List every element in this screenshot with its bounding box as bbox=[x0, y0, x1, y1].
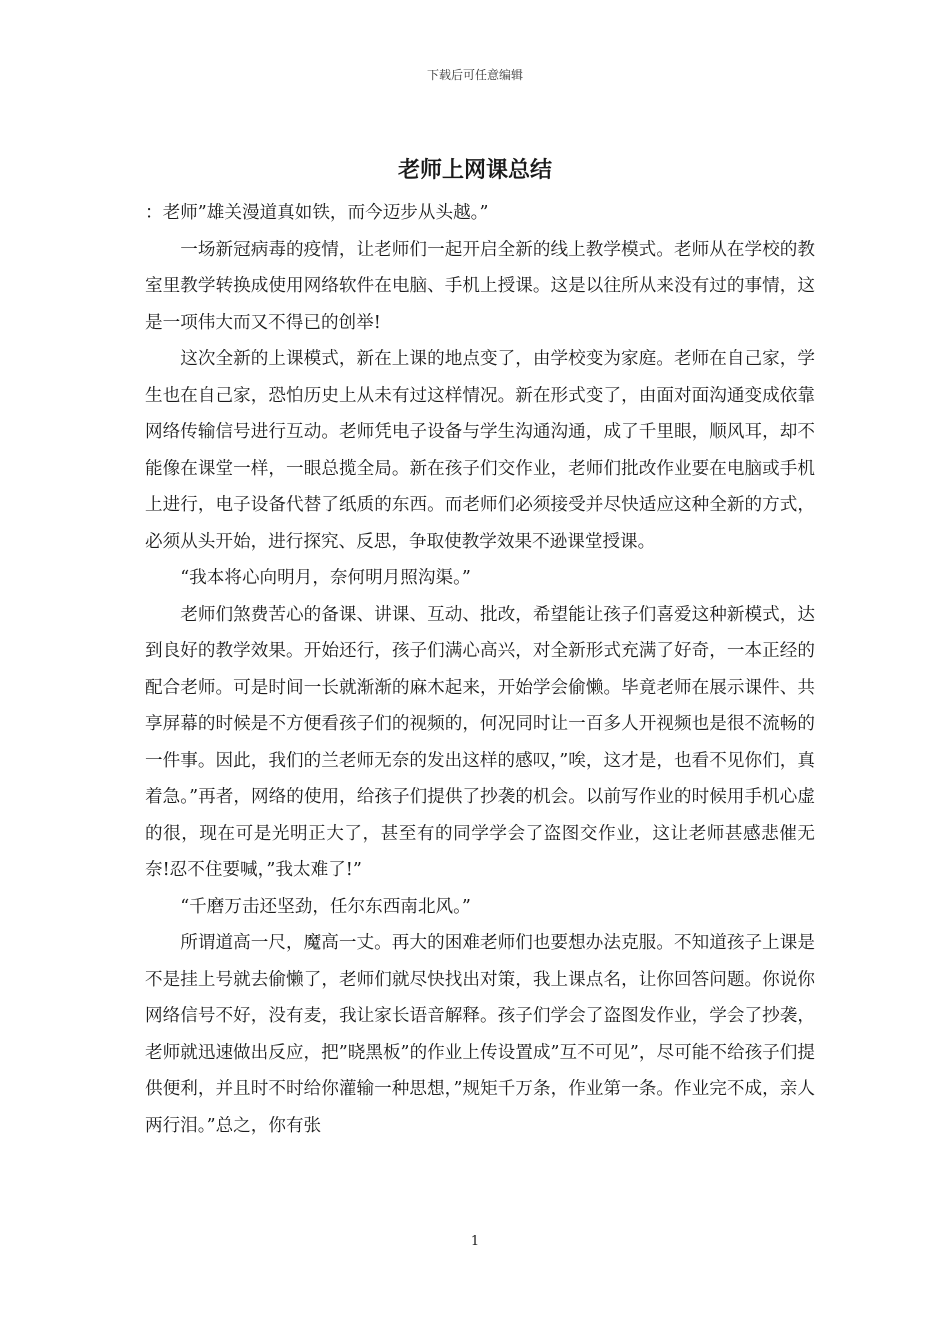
paragraph: 一场新冠病毒的疫情，让老师们一起开启全新的线上教学模式。老师从在学校的教室里教学转换成使用网络软件在电脑、手机上授课。这是以往所从来没有过的事情，这是一项伟大而又不得已的创举! bbox=[145, 239, 815, 333]
document-title: 老师上网课总结 bbox=[397, 157, 552, 183]
paragraph-quote: “千磨万击还坚劲，任尔东西南北风。” bbox=[180, 896, 471, 917]
paragraph: 所谓道高一尺，魔高一丈。再大的困难老师们也要想办法克服。不知道孩子上课是不是挂上号就去偷懒了，老师们就尽快找出对策，我上课点名，让你回答问题。你说你网络信号不好，没有麦，我让家长语音解释。孩子们学会了盗图发作业，学会了抄袭，老师就迅速做出反应，把”晓黑板”的作业上传设置成”互不可见”，尽可能不给孩子们提供便利，并且时不时给你灌输一种思想，”规矩千万条，作业第一条。作业完不成，亲人两行泪。”总之，你有张 bbox=[145, 933, 815, 1136]
document-body bbox=[145, 195, 815, 1144]
paragraph-quote: “我本将心向明月，奈何明月照沟渠。” bbox=[180, 568, 471, 588]
paragraph-opening-quote: ：老师”雄关漫道真如铁，而今迈步从头越。” bbox=[145, 203, 489, 223]
paragraph: 老师们煞费苦心的备课、讲课、互动、批改，希望能让孩子们喜爱这种新模式，达到良好的教学效果。开始还行，孩子们满心高兴，对全新形式充满了好奇，一本正经的配合老师。可是时间一长就渐渐的麻木起来，开始学会偷懒。毕竟老师在展示课件、共享屏幕的时候是不方便看孩子们的视频的，何况同时让一百多人开视频也是很不流畅的一件事。因此，我们的兰老师无奈的发出这样的感叹，”唉，这才是，也看不见你们，真着急。”再者，网络的使用，给孩子们提供了抄袭的机会。以前写作业的时候用手机心虚的很，现在可是光明正大了，甚至有的同学学会了盗图交作业，这让老师甚感悲催无奈!忍不住要喊，”我太难了!” bbox=[145, 604, 815, 880]
paragraph: 这次全新的上课模式，新在上课的地点变了，由学校变为家庭。老师在自己家，学生也在自己家，恐怕历史上从未有过这样情况。新在形式变了，由面对面沟通变成依靠网络传输信号进行互动。老师凭电子设备与学生沟通沟通，成了千里眼，顺风耳，却不能像在课堂一样，一眼总揽全局。新在孩子们交作业，老师们批改作业要在电脑或手机上进行，电子设备代替了纸质的东西。而老师们必须接受并尽快适应这种全新的方式，必须从头开始，进行探究、反思，争取使教学效果不逊课堂授课。 bbox=[145, 349, 815, 552]
header-note: 下载后可任意编辑 bbox=[426, 68, 523, 82]
page-number: 1 bbox=[470, 1234, 480, 1249]
